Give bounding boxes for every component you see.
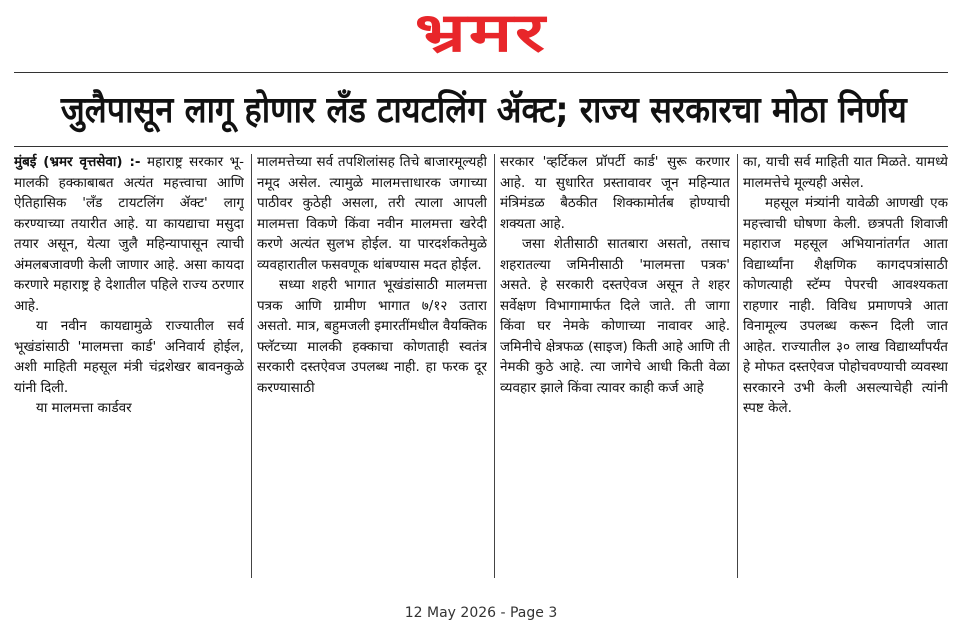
newspaper-logo: भ्रमर: [414, 1, 548, 64]
paragraph-text: या नवीन कायद्यामुळे राज्यातील सर्व भूखंडांसाठी 'मालमत्ता कार्ड' अनिवार्य होईल, अशी माहिती महसूल मंत्री चंद्रशेखर बावनकुळे यांनी दिली.: [14, 318, 244, 396]
dateline-paragraph: [14, 152, 244, 316]
article-column-1: [14, 152, 244, 580]
headline-divider: [14, 146, 948, 147]
article-column-2: [257, 152, 487, 580]
masthead-divider: [14, 72, 948, 73]
column-divider: [494, 154, 495, 578]
dateline: मुंबई (भ्रमर वृत्तसेवा) :-: [14, 154, 141, 170]
article-column-4: [743, 152, 948, 580]
article-column-3: [500, 152, 730, 580]
column-divider: [251, 154, 252, 578]
article-body: [14, 152, 948, 580]
paragraph-text: का, याची सर्व माहिती यात मिळते. यामध्ये मालमत्तेचे मूल्यही असेल.: [743, 154, 948, 191]
page-footer: 12 May 2026 - Page 3: [404, 605, 558, 621]
masthead: [0, 0, 962, 70]
column-divider: [737, 154, 738, 578]
paragraph-text: मालमत्तेच्या सर्व तपशिलांसह तिचे बाजारमूल्यही नमूद असेल. त्यामुळे मालमत्ताधारक जगाच्या पाठीवर कुठेही असला, तरी त्याला आपली मालमत्ता विकणे किंवा नवीन मालमत्ता खरेदी करणे अत्यंत सुलभ होईल. या पारदर्शकतेमुळे व्यवहारातील फसवणूक थांबण्यास मदत होईल.: [257, 154, 487, 273]
paragraph-text: सध्या शहरी भागात भूखंडांसाठी मालमत्ता पत्रक आणि ग्रामीण भागात ७/१२ उतारा असतो. मात्र, बहुमजली इमारतींमधील वैयक्तिक फ्लॅटच्या मालकी हक्काचा कोणताही स्वतंत्र सरकारी दस्तऐवज उपलब्ध नाही. हा फरक दूर करण्यासाठी: [257, 277, 487, 396]
article-headline: जुलैपासून लागू होणार लॅंड टायटलिंग ॲक्ट; राज्य सरकारचा मोठा निर्णय: [60, 90, 907, 131]
paragraph-text: सरकार 'व्हर्टिकल प्रॉपर्टी कार्ड' सुरू करणार आहे. या सुधारित प्रस्तावावर जून महिन्यात मंत्रिमंडळ बैठकीत शिक्कामोर्तब होण्याची शक्यता आहे.: [500, 154, 730, 232]
paragraph-text: या मालमत्ता कार्डवर: [36, 400, 132, 416]
paragraph-text: महसूल मंत्र्यांनी यावेळी आणखी एक महत्त्वाची घोषणा केली. छत्रपती शिवाजी महाराज महसूल अभियानांतर्गत आता विद्यार्थ्यांना शैक्षणिक कागदपत्रांसाठी कोणत्याही स्टॅम्प पेपरची आवश्यकता राहणार नाही. विविध प्रमाणपत्रे आता विनामूल्य उपलब्ध करून दिली जात आहेत. राज्यातील ३० लाख विद्यार्थ्यांपर्यंत हे मोफत दस्तऐवज पोहोचवण्याची व्यवस्था सरकारने उभी केली असल्याचेही त्यांनी स्पष्ट केले.: [743, 195, 948, 416]
paragraph-text: महाराष्ट्र सरकार भू-मालकी हक्काबाबत अत्यंत महत्त्वाचा आणि ऐतिहासिक 'लॅंड टायटलिंग ॲक्ट' लागू करण्याच्या तयारीत आहे. या कायद्याचा मसुदा तयार असून, येत्या जुलै महिन्यापासून त्याची अंमलबजावणी केली जाणार आहे. असा कायदा करणारे महाराष्ट्र हे देशातील पहिले राज्य ठरणार आहे.: [14, 154, 244, 314]
paragraph-text: जसा शेतीसाठी सातबारा असतो, तसाच शहरातल्या जमिनीसाठी 'मालमत्ता पत्रक' असते. हे सरकारी दस्तऐवज असून ते शहर सर्वेक्षण विभागामार्फत दिले जाते. ती जागा किंवा घर नेमके कोणाच्या नावावर आहे. जमिनीचे क्षेत्रफळ (साइज) किती आहे आणि ती नेमकी कुठे आहे. त्या जागेचे आधी किती वेळा व्यवहार झाले किंवा त्यावर काही कर्ज आहे: [500, 236, 730, 396]
